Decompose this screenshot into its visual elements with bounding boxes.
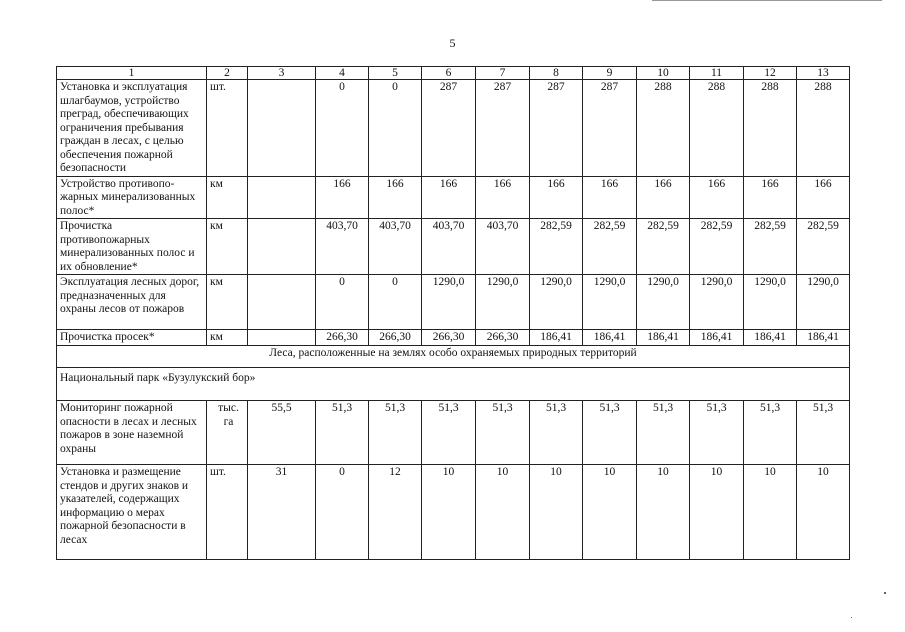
header-cell: 3 — [248, 67, 316, 80]
value-cell: 51,3 — [530, 401, 583, 465]
value-cell — [248, 275, 316, 330]
value-cell: 0 — [316, 465, 369, 560]
table-row — [57, 401, 850, 465]
section-title: Леса, расположенные на землях особо охраняемых природных территорий — [57, 346, 850, 368]
value-cell: 12 — [369, 465, 422, 560]
value-cell: 51,3 — [316, 401, 369, 465]
subsection-row — [57, 368, 850, 401]
header-cell: 2 — [207, 67, 248, 80]
value-cell: 10 — [637, 465, 690, 560]
row-unit-cell: км — [207, 176, 248, 219]
value-cell: 166 — [583, 176, 637, 219]
row-name-cell: Прочистка противопожарных минерализованных полос и их обновление* — [57, 219, 207, 275]
value-cell: 166 — [422, 176, 476, 219]
value-cell: 51,3 — [690, 401, 744, 465]
value-cell: 0 — [369, 80, 422, 177]
value-cell — [248, 176, 316, 219]
value-cell: 288 — [690, 80, 744, 177]
table-row — [57, 275, 850, 330]
row-name-cell: Установка и размещение стендов и других знаков и указателей, содержащих информацию о мерах пожарной безопасности в лесах — [57, 465, 207, 560]
value-cell: 186,41 — [797, 330, 850, 346]
header-cell: 11 — [690, 67, 744, 80]
value-cell: 1290,0 — [637, 275, 690, 330]
value-cell: 1290,0 — [583, 275, 637, 330]
value-cell: 51,3 — [422, 401, 476, 465]
header-cell: 13 — [797, 67, 850, 80]
value-cell: 186,41 — [690, 330, 744, 346]
value-cell: 403,70 — [369, 219, 422, 275]
value-cell: 186,41 — [637, 330, 690, 346]
scan-speck — [884, 592, 886, 594]
value-cell: 282,59 — [690, 219, 744, 275]
value-cell: 10 — [583, 465, 637, 560]
header-cell: 10 — [637, 67, 690, 80]
value-cell — [248, 80, 316, 177]
row-unit-cell: шт. — [207, 465, 248, 560]
value-cell: 0 — [316, 80, 369, 177]
value-cell: 55,5 — [248, 401, 316, 465]
header-cell: 4 — [316, 67, 369, 80]
table-row — [57, 465, 850, 560]
forest-fire-measures-table — [56, 66, 850, 560]
row-name-cell: Мониторинг пожарной опасности в лесах и лесных пожаров в зоне наземной охраны — [57, 401, 207, 465]
row-unit-cell: тыс. га — [207, 401, 248, 465]
value-cell: 10 — [744, 465, 797, 560]
table-header-row — [57, 67, 850, 80]
row-name-cell: Прочистка просек* — [57, 330, 207, 346]
subsection-title: Национальный парк «Бузулукский бор» — [57, 368, 850, 401]
value-cell: 186,41 — [530, 330, 583, 346]
section-row — [57, 346, 850, 368]
value-cell: 166 — [690, 176, 744, 219]
value-cell: 51,3 — [797, 401, 850, 465]
value-cell: 10 — [530, 465, 583, 560]
row-unit-cell: км — [207, 275, 248, 330]
value-cell — [248, 219, 316, 275]
value-cell: 10 — [797, 465, 850, 560]
value-cell: 51,3 — [369, 401, 422, 465]
header-cell: 12 — [744, 67, 797, 80]
value-cell: 266,30 — [476, 330, 530, 346]
row-unit-cell: км — [207, 330, 248, 346]
header-cell: 7 — [476, 67, 530, 80]
value-cell: 0 — [316, 275, 369, 330]
value-cell: 166 — [530, 176, 583, 219]
row-unit-cell: км — [207, 219, 248, 275]
value-cell: 403,70 — [476, 219, 530, 275]
value-cell: 10 — [476, 465, 530, 560]
value-cell: 1290,0 — [690, 275, 744, 330]
table-row — [57, 176, 850, 219]
value-cell: 51,3 — [476, 401, 530, 465]
value-cell: 266,30 — [369, 330, 422, 346]
header-cell: 1 — [57, 67, 207, 80]
value-cell: 166 — [316, 176, 369, 219]
value-cell: 186,41 — [583, 330, 637, 346]
header-cell: 6 — [422, 67, 476, 80]
value-cell: 403,70 — [316, 219, 369, 275]
value-cell: 10 — [690, 465, 744, 560]
value-cell: 186,41 — [744, 330, 797, 346]
value-cell: 288 — [797, 80, 850, 177]
value-cell: 282,59 — [744, 219, 797, 275]
row-name-cell: Установка и эксплуатация шлагбаумов, устройство преград, обеспечивающих ограничения пребывания граждан в лесах, с целью обеспечения пожарной безопасности — [57, 80, 207, 177]
top-edge-rule — [652, 0, 882, 1]
value-cell: 166 — [637, 176, 690, 219]
value-cell: 1290,0 — [476, 275, 530, 330]
table-row — [57, 219, 850, 275]
value-cell: 166 — [369, 176, 422, 219]
row-name-cell: Устройство противопо-жарных минерализованных полос* — [57, 176, 207, 219]
value-cell: 266,30 — [316, 330, 369, 346]
value-cell: 266,30 — [422, 330, 476, 346]
value-cell: 287 — [530, 80, 583, 177]
value-cell: 1290,0 — [797, 275, 850, 330]
row-name-cell: Эксплуатация лесных дорог, предназначенных для охраны лесов от пожаров — [57, 275, 207, 330]
table-row — [57, 330, 850, 346]
value-cell: 282,59 — [637, 219, 690, 275]
header-cell: 8 — [530, 67, 583, 80]
value-cell: 1290,0 — [744, 275, 797, 330]
row-unit-cell: шт. — [207, 80, 248, 177]
scan-speck — [851, 617, 852, 618]
value-cell: 51,3 — [637, 401, 690, 465]
value-cell: 288 — [637, 80, 690, 177]
value-cell: 166 — [744, 176, 797, 219]
header-cell: 9 — [583, 67, 637, 80]
value-cell: 51,3 — [744, 401, 797, 465]
value-cell: 0 — [369, 275, 422, 330]
value-cell: 287 — [583, 80, 637, 177]
value-cell: 282,59 — [797, 219, 850, 275]
table-row — [57, 80, 850, 177]
page-number: 5 — [449, 36, 456, 50]
value-cell: 10 — [422, 465, 476, 560]
value-cell: 166 — [476, 176, 530, 219]
value-cell: 1290,0 — [422, 275, 476, 330]
value-cell: 1290,0 — [530, 275, 583, 330]
value-cell: 31 — [248, 465, 316, 560]
value-cell: 51,3 — [583, 401, 637, 465]
value-cell: 282,59 — [583, 219, 637, 275]
header-cell: 5 — [369, 67, 422, 80]
value-cell: 287 — [476, 80, 530, 177]
value-cell: 282,59 — [530, 219, 583, 275]
value-cell: 403,70 — [422, 219, 476, 275]
value-cell: 287 — [422, 80, 476, 177]
value-cell: 166 — [797, 176, 850, 219]
value-cell: 288 — [744, 80, 797, 177]
value-cell — [248, 330, 316, 346]
